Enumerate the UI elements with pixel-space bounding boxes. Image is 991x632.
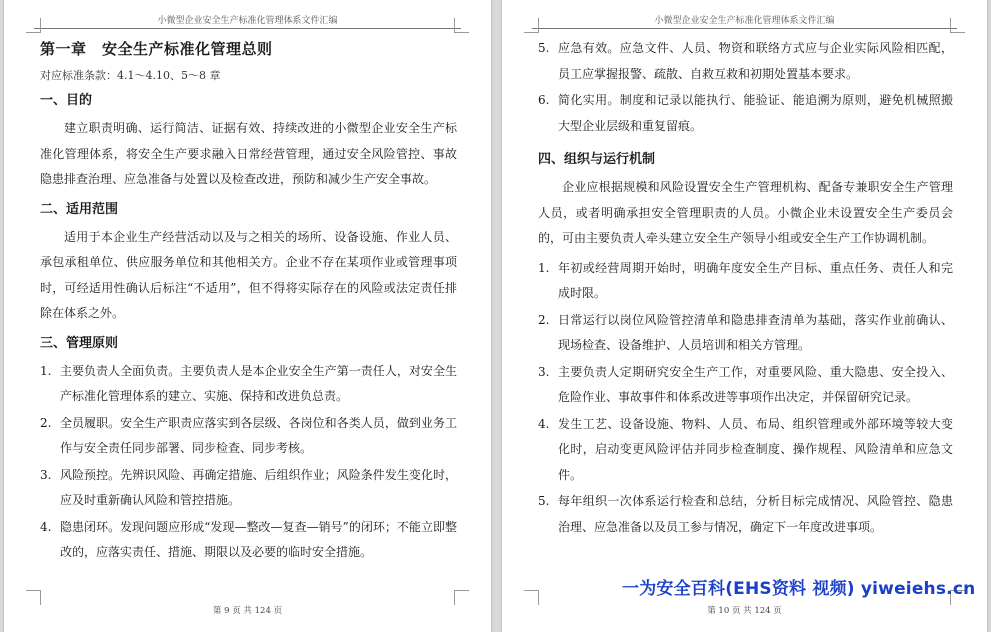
list-number: 1. — [40, 363, 52, 378]
list-item — [538, 412, 953, 489]
corner-mark — [26, 590, 41, 605]
document-page-left — [4, 0, 491, 632]
list-item — [538, 489, 953, 540]
list-item — [538, 360, 953, 411]
clause-reference: 对应标准条款：4.1～4.10、5～8 章 — [40, 69, 221, 82]
list-item — [538, 36, 953, 87]
page-content — [538, 36, 953, 541]
list-number: 5. — [538, 494, 550, 508]
corner-mark — [26, 18, 41, 33]
page-footer: 第 10 页 共 124 页 — [707, 606, 782, 616]
list-item-text: 应急有效。应急文件、人员、物资和联络方式应与企业实际风险相匹配，员工应掌握报警、疏散、自救互救和初期处置基本要求。 — [558, 41, 953, 81]
list-number: 5. — [538, 41, 550, 55]
list-item-text: 全员履职。安全生产职责应落实到各层级、各岗位和各类人员，做到业务工作与安全责任同步部署、同步检查、同步考核。 — [60, 415, 457, 455]
page-header: 小微型企业安全生产标准化管理体系文件汇编 — [654, 16, 835, 26]
list-item-text: 隐患闭环。发现问题应形成“发现—整改—复查—销号”的闭环；不能立即整改的，应落实责任、措施、期限以及必要的临时安全措施。 — [60, 519, 457, 559]
list-number: 6. — [538, 93, 550, 107]
section-heading-scope: 二、适用范围 — [40, 201, 119, 217]
list-item-text: 每年组织一次体系运行检查和总结，分析目标完成情况、风险管控、隐患治理、应急准备以及员工参与情况，确定下一年度改进事项。 — [558, 494, 953, 534]
page-footer: 第 9 页 共 124 页 — [212, 606, 283, 616]
list-item-text: 日常运行以岗位风险管控清单和隐患排查清单为基础，落实作业前确认、现场检查、设备维护、人员培训和相关方管理。 — [558, 312, 953, 352]
list-item-text: 简化实用。制度和记录以能执行、能验证、能追溯为原则，避免机械照搬大型企业层级和重复留痕。 — [558, 93, 953, 133]
header-divider — [532, 28, 957, 29]
list-item — [40, 359, 457, 410]
list-item-text: 主要负责人定期研究安全生产工作，对重要风险、重大隐患、安全投入、危险作业、事故事件和体系改进等事项作出决定，并保留研究记录。 — [558, 364, 953, 404]
paragraph: 企业应根据规模和风险设置安全生产管理机构、配备专兼职安全生产管理人员，或者明确承担安全管理职责的人员。小微企业未设置安全生产委员会的，可由主要负责人牵头建立安全生产领导小组或安全生产工作协调机制。 — [538, 180, 953, 245]
list-item — [538, 88, 953, 139]
list-item — [40, 411, 457, 462]
list-number: 2. — [538, 312, 550, 327]
list-item — [538, 256, 953, 307]
list-item-text: 年初或经营周期开始时，明确年度安全生产目标、重点任务、责任人和完成时限。 — [558, 260, 953, 300]
list-number: 1. — [538, 260, 550, 275]
chapter-title: 第一章 安全生产标准化管理总则 — [40, 40, 273, 58]
header-divider — [34, 28, 461, 29]
corner-mark — [454, 590, 469, 605]
paragraph: 建立职责明确、运行简洁、证据有效、持续改进的小微型企业安全生产标准化管理体系，将安全生产要求融入日常经营管理，通过安全风险管控、事故隐患排查治理、应急准备与处置以及检查改进，预防和减少生产安全事故。 — [40, 121, 457, 186]
list-item-text: 风险预控。先辨识风险、再确定措施、后组织作业；风险条件发生变化时，应及时重新确认风险和管控措施。 — [60, 467, 457, 507]
paragraph: 适用于本企业生产经营活动以及与之相关的场所、设备设施、作业人员、承包承租单位、供应服务单位和其他相关方。企业不存在某项作业或管理事项时，可经适用性确认后标注“不适用”，但不得将实际存在的风险或法定责任排除在体系之外。 — [40, 229, 457, 320]
list-number: 3. — [40, 467, 52, 482]
page-content — [40, 38, 457, 567]
corner-mark — [524, 18, 539, 33]
list-number: 3. — [538, 364, 550, 379]
page-header: 小微型企业安全生产标准化管理体系文件汇编 — [157, 16, 338, 26]
document-page-right — [502, 0, 987, 632]
section-heading-organization: 四、组织与运行机制 — [538, 152, 656, 167]
corner-mark — [524, 590, 539, 605]
list-number: 4. — [538, 416, 550, 431]
list-item — [538, 308, 953, 359]
list-item-text: 发生工艺、设备设施、物料、人员、布局、组织管理或外部环境等较大变化时，启动变更风险评估并同步检查制度、操作规程、风险清单和应急文件。 — [558, 416, 953, 482]
list-item — [40, 515, 457, 566]
section-heading-principles: 三、管理原则 — [40, 335, 119, 351]
section-heading-purpose: 一、目的 — [40, 93, 93, 108]
list-item — [40, 463, 457, 514]
list-number: 4. — [40, 519, 52, 534]
site-watermark: 一为安全百科(EHS资料 视频) yiweiehs.cn — [622, 579, 976, 599]
list-number: 2. — [40, 415, 52, 430]
list-item-text: 主要负责人全面负责。主要负责人是本企业安全生产第一责任人，对安全生产标准化管理体系的建立、实施、保持和改进负总责。 — [60, 363, 457, 403]
corner-mark — [454, 18, 469, 33]
corner-mark — [950, 18, 965, 33]
